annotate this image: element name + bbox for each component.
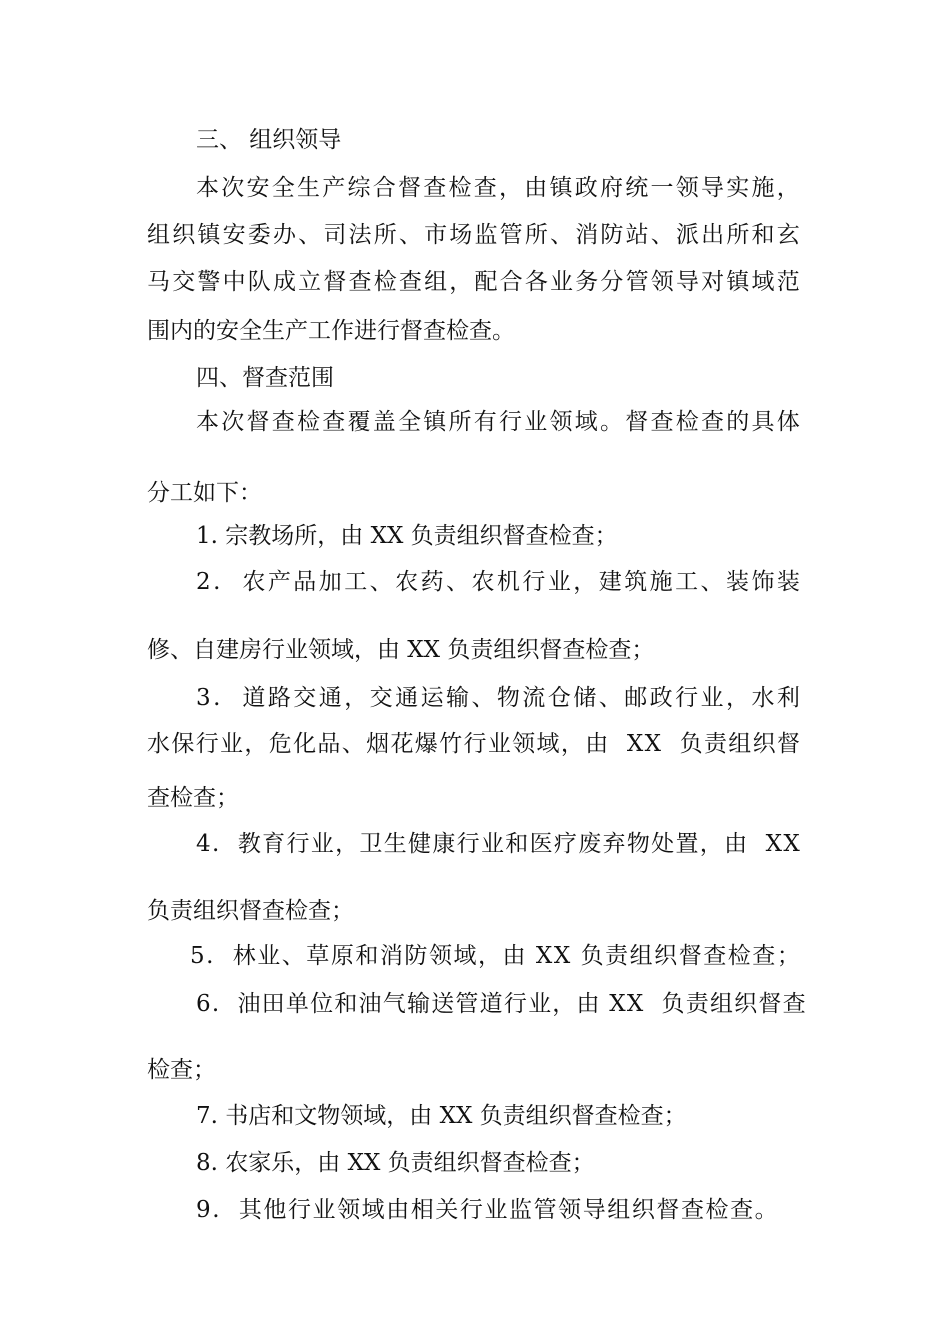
section-3-heading: 三、 组织领导	[196, 127, 342, 153]
section-4-paragraph-line-1: 本 次 督 查 检 查 覆 盖 全 镇 所 有 行 业 领 域 。 督 查 检 查 的 具 体	[196, 409, 800, 435]
list-item-7: 7. 书店和文物领域，由 XX 负责组织督查检查；	[196, 1103, 687, 1129]
list-item-2-line-1: 2 . 农 产 品 加 工 、 农 药 、 农 机 行 业 ， 建 筑 施 工 、 装 饰 装	[196, 569, 800, 595]
section-4-heading: 四、督查范围	[196, 365, 334, 391]
list-item-8: 8. 农家乐，由 XX 负责组织督查检查；	[196, 1150, 595, 1176]
list-item-1: 1. 宗教场所，由 XX 负责组织督查检查；	[196, 523, 618, 549]
list-item-9: 9 . 其 他 行 业 领 域 由 相 关 行 业 监 管 领 导 组 织 督 查 检 查 。	[196, 1197, 778, 1223]
section-3-paragraph-line-3: 马 交 警 中 队 成 立 督 查 检 查 组 ， 配 合 各 业 务 分 管 领 导 对 镇 域 范	[147, 269, 800, 295]
list-item-3-line-3: 查检查；	[147, 785, 239, 811]
section-3-paragraph-line-1: 本 次 安 全 生 产 综 合 督 查 检 查 ， 由 镇 政 府 统 一 领 导 实 施 ，	[196, 175, 800, 201]
list-item-6-line-2: 检查；	[147, 1057, 216, 1083]
list-item-6-line-1: 6 . 油 田 单 位 和 油 气 输 送 管 道 行 业 ， 由 X X 负 责 组 织 督 查	[196, 991, 806, 1017]
list-item-3-line-1: 3 . 道 路 交 通 ， 交 通 运 输 、 物 流 仓 储 、 邮 政 行 业 ， 水 利	[196, 685, 800, 711]
list-item-5: 5 . 林 业 、 草 原 和 消 防 领 域 ， 由 X X 负 责 组 织 督 查 检 查 ；	[190, 943, 800, 969]
section-4-paragraph-line-2: 分工如下：	[147, 480, 262, 506]
list-item-3-line-2: 水 保 行 业 ， 危 化 品 、 烟 花 爆 竹 行 业 领 域 ， 由 X X 负 责 组 织 督	[147, 731, 800, 757]
section-3-paragraph-line-4: 围内的安全生产工作进行督查检查。	[147, 318, 515, 344]
list-item-4-line-2: 负责组织督查检查；	[147, 898, 354, 924]
list-item-2-line-2: 修、自建房行业领域，由 XX 负责组织督查检查；	[147, 637, 655, 663]
list-item-4-line-1: 4 . 教 育 行 业 ， 卫 生 健 康 行 业 和 医 疗 废 弃 物 处 置 ， 由 X X	[196, 831, 800, 857]
section-3-paragraph-line-2: 组 织 镇 安 委 办 、 司 法 所 、 市 场 监 管 所 、 消 防 站 、 派 出 所 和 玄	[147, 222, 800, 248]
